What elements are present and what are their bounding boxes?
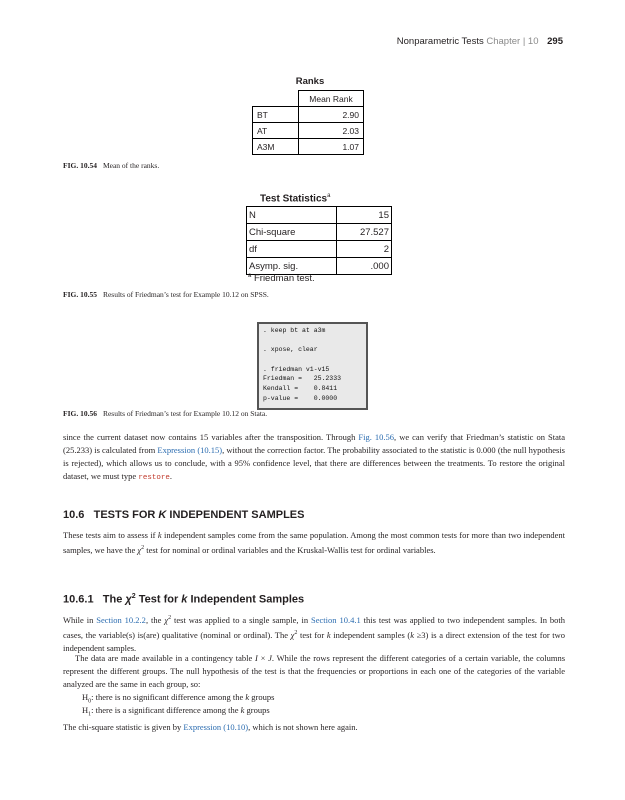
ranks-column-header: Mean Rank — [299, 91, 364, 107]
test-statistics-table — [246, 206, 392, 275]
stata-line: . keep bt at a3m — [263, 327, 326, 334]
ts-row-value: 15 — [337, 207, 392, 224]
table-row — [253, 107, 364, 123]
header-section: Nonparametric Tests — [396, 36, 484, 47]
table-row — [247, 258, 392, 275]
ts-row-value: 27.527 — [337, 224, 392, 241]
body-paragraph: While in Section 10.2.2, the $\chi^2$ test was applied to a single sample, in Section 10.4.1 this test was applied to two independent samples. In both cases, the variable(s) is(are) qualitative (nominal or ordinal). The $\chi^2$ test for k independent samples (k ≥3) is a direct extension of the test for two independent samples. — [63, 614, 566, 653]
body-paragraph: These tests aim to assess if k independent samples come from the same population. Among the most common tests for more than two independent samples, we have the $\chi^2$ test for nominal or ordinal variables and the Kruskal-Wallis test for ordinal variables. — [63, 530, 565, 555]
figure-number: FIG. 10.54 — [63, 161, 97, 170]
ts-row-label: Chi-square — [247, 224, 337, 241]
figure-caption-text: Results of Friedman’s test for Example 10.12 on Stata. — [102, 409, 268, 418]
header-chapter-label: Chapter — [486, 36, 521, 47]
ranks-table — [252, 90, 364, 155]
figure-caption-text: Results of Friedman’s test for Example 10.12 on SPSS. — [102, 290, 269, 299]
figure-caption-10-54 — [63, 161, 159, 170]
ts-row-value: 2 — [337, 241, 392, 258]
stata-line: . friedman v1-v15 — [263, 366, 330, 373]
table-row — [247, 207, 392, 224]
figure-number: FIG. 10.55 — [63, 290, 97, 299]
inline-code: restore — [138, 474, 170, 482]
table-row — [253, 139, 364, 155]
stata-output-box — [257, 322, 368, 410]
running-header: Nonparametric Tests Chapter | 10 295 — [396, 36, 563, 47]
table-row — [253, 123, 364, 139]
figure-caption-text: Mean of the ranks. — [102, 161, 160, 170]
stata-line: p-value = 0.0000 — [263, 395, 338, 402]
subsection-heading: 10.6.1 The $\chi^2$ Test for k Independent Samples — [63, 593, 305, 606]
body-paragraph: The data are made available in a contingency table I × J. While the rows represent the different categories of a certain variable, the columns represent the different groups. The null hypothesis of the test is that the frequencies or proportions in each one of the categories of the variable analyzed are the same in each group, so: — [63, 653, 566, 689]
ranks-row-label: A3M — [253, 139, 299, 155]
expression-link[interactable]: Expression (10.10) — [183, 722, 249, 732]
ranks-row-label: BT — [253, 107, 299, 123]
body-paragraph: The chi-square statistic is given by Expression (10.10), which is not shown here again. — [63, 722, 358, 732]
ranks-row-label: AT — [253, 123, 299, 139]
ranks-row-value: 2.90 — [299, 107, 364, 123]
test-statistics-footnote: $^a$ Friedman test. — [248, 273, 315, 285]
expression-link[interactable]: Expression (10.15) — [157, 445, 223, 455]
null-hypothesis: $H_0$: there is no significant difference among the k groups — [82, 692, 275, 705]
ranks-table-title: Ranks — [295, 76, 325, 87]
table-row — [247, 241, 392, 258]
stata-line: Friedman = 25.2333 — [263, 375, 342, 382]
header-chapter-number: 10 — [527, 36, 539, 47]
body-paragraph: since the current dataset now contains 15 variables after the transposition. Through Fig. 10.56, we can verify that Friedman’s statistic on Stata (25.233) is calculated from Expression (10.15), without the correction factor. The probability associated to the statistic is 0.000 (the null hypothesis is rejected), which allows us to conclude, with a 95% confidence level, that there are differences between the treatments. To restore the original dataset, we must type restore. — [63, 432, 566, 482]
test-statistics-title: Test Statistics$^a$ — [260, 193, 331, 205]
section-heading: 10.6 TESTS FOR K INDEPENDENT SAMPLES — [63, 509, 305, 521]
ts-row-label: df — [247, 241, 337, 258]
page-number: 295 — [547, 36, 563, 47]
alternative-hypothesis: $H_1$: there is a significant difference among the k groups — [82, 705, 270, 718]
ranks-row-value: 1.07 — [299, 139, 364, 155]
ranks-corner — [253, 91, 299, 107]
figure-caption-10-56 — [63, 409, 267, 418]
ranks-row-value: 2.03 — [299, 123, 364, 139]
figure-number: FIG. 10.56 — [63, 409, 97, 418]
section-link[interactable]: Section 10.4.1 — [311, 614, 361, 625]
ts-row-label: N — [247, 207, 337, 224]
ts-row-value: .000 — [337, 258, 392, 275]
stata-line: Kendall = 0.8411 — [263, 385, 338, 392]
figure-link[interactable]: Fig. 10.56 — [358, 432, 395, 442]
figure-caption-10-55 — [63, 290, 269, 299]
stata-line: . xpose, clear — [263, 346, 318, 353]
section-link[interactable]: Section 10.2.2 — [96, 614, 146, 625]
ts-row-label: Asymp. sig. — [247, 258, 337, 275]
table-row — [247, 224, 392, 241]
